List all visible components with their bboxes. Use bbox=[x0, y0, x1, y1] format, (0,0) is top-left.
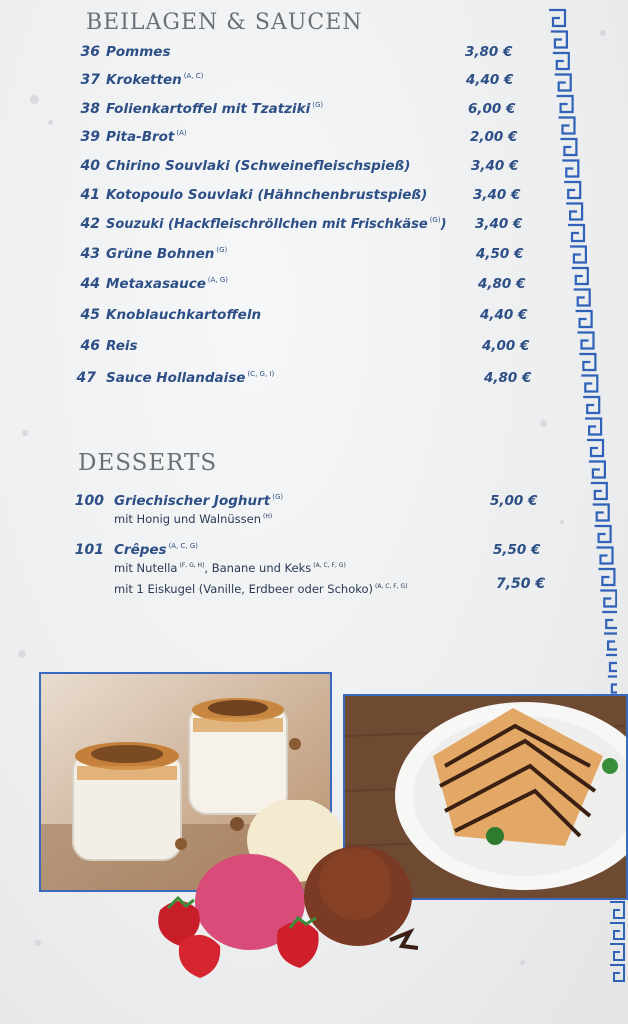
item-name: Reis bbox=[106, 338, 138, 354]
greek-key-segment bbox=[579, 354, 595, 370]
item-number: 40 bbox=[80, 158, 100, 174]
item-number: 36 bbox=[80, 44, 100, 60]
greek-key-segment bbox=[604, 634, 617, 650]
item-description: mit 1 Eiskugel (Vanille, Erdbeer oder Schoko) $^{(A, C, F, G)}$ bbox=[114, 582, 408, 596]
greek-key-segment bbox=[585, 419, 601, 435]
greek-key-segment bbox=[597, 548, 613, 564]
greek-key-segment bbox=[578, 333, 594, 349]
greek-key-segment bbox=[559, 118, 575, 134]
allergen-codes: (G) bbox=[216, 246, 228, 254]
greek-key-segment bbox=[574, 290, 590, 306]
greek-key-segment bbox=[610, 965, 624, 981]
item-name: Metaxasauce $^{(A, G)}$ bbox=[106, 276, 229, 292]
greek-key-segment bbox=[551, 32, 567, 48]
allergen-codes: (G) bbox=[429, 216, 441, 224]
greek-key-segment bbox=[560, 139, 576, 155]
item-number: 101 bbox=[74, 542, 104, 558]
greek-key-segment bbox=[583, 397, 599, 413]
allergen-codes: (A, C, G) bbox=[168, 542, 199, 550]
greek-key-segment bbox=[610, 902, 624, 918]
allergen-codes: (A, G) bbox=[207, 276, 229, 284]
greek-key-segment bbox=[589, 462, 605, 478]
allergen-codes: (A, C, F, G) bbox=[375, 583, 408, 590]
section-title-beilagen: BEILAGEN & SAUCEN bbox=[86, 10, 363, 35]
item-name: Crêpes $^{(A, C, G)}$ bbox=[114, 542, 199, 558]
greek-key-segment bbox=[602, 612, 617, 628]
item-price: 4,00 € bbox=[482, 338, 530, 354]
item-number: 43 bbox=[80, 246, 100, 262]
item-number: 39 bbox=[80, 129, 100, 145]
greek-key-segment bbox=[576, 311, 592, 327]
item-price: 2,00 € bbox=[470, 129, 518, 145]
section-title-desserts: DESSERTS bbox=[78, 450, 218, 476]
item-price: 6,00 € bbox=[468, 101, 516, 117]
greek-key-border bbox=[545, 6, 617, 706]
item-number: 46 bbox=[80, 338, 100, 354]
item-number: 47 bbox=[76, 370, 96, 386]
item-price: 4,40 € bbox=[466, 72, 514, 88]
item-name: Folienkartoffel mit Tzatziki $^{(G)}$ bbox=[106, 101, 324, 117]
item-name: Souzuki (Hackfleischröllchen mit Frischkäse $^{(G)}$) bbox=[106, 216, 447, 232]
greek-key-segment bbox=[557, 96, 573, 112]
item-price: 4,50 € bbox=[476, 246, 524, 262]
item-price: 3,40 € bbox=[473, 187, 521, 203]
item-number: 38 bbox=[80, 101, 100, 117]
allergen-codes: (A, C, F, G) bbox=[313, 562, 346, 569]
item-description: mit Honig und Walnüssen $^{(H)}$ bbox=[114, 512, 273, 526]
allergen-codes: (G) bbox=[272, 493, 284, 501]
greek-key-segment bbox=[610, 923, 624, 939]
greek-key-segment bbox=[553, 53, 569, 69]
item-price: 5,00 € bbox=[490, 493, 538, 509]
greek-key-border-lower bbox=[608, 900, 628, 985]
item-price: 4,80 € bbox=[484, 370, 532, 386]
allergen-codes: (A) bbox=[176, 129, 187, 137]
allergen-codes: (C, G, I) bbox=[247, 370, 275, 378]
item-price: 4,80 € bbox=[478, 276, 526, 292]
ice-cream-photo bbox=[150, 800, 430, 990]
item-name: Chirino Souvlaki (Schweinefleischspieß) bbox=[106, 158, 411, 174]
item-price: 3,80 € bbox=[465, 44, 513, 60]
greek-key-segment bbox=[564, 182, 580, 198]
allergen-codes: (G) bbox=[312, 101, 324, 109]
greek-key-segment bbox=[606, 655, 617, 671]
greek-key-segment bbox=[549, 10, 565, 26]
greek-key-segment bbox=[591, 483, 607, 499]
greek-key-segment bbox=[593, 505, 609, 521]
greek-key-segment bbox=[566, 204, 582, 220]
item-description: mit Nutella $^{(F, G, H)}$, Banane und Keks $^{(A, C, F, G)}$ bbox=[114, 561, 346, 575]
item-name: Kroketten $^{(A, C)}$ bbox=[106, 72, 204, 88]
item-number: 100 bbox=[74, 493, 104, 509]
item-name: Grüne Bohnen $^{(G)}$ bbox=[106, 246, 228, 262]
item-price: 3,40 € bbox=[475, 216, 523, 232]
item-price: 7,50 € bbox=[496, 576, 546, 592]
allergen-codes: (F, G, H) bbox=[179, 562, 205, 569]
item-price: 4,40 € bbox=[480, 307, 528, 323]
item-price: 5,50 € bbox=[493, 542, 541, 558]
item-name: Griechischer Joghurt $^{(G)}$ bbox=[114, 493, 284, 509]
item-number: 45 bbox=[80, 307, 100, 323]
greek-key-segment bbox=[572, 268, 588, 284]
greek-key-segment bbox=[595, 526, 611, 542]
item-name: Sauce Hollandaise $^{(C, G, I)}$ bbox=[106, 370, 275, 386]
greek-key-segment bbox=[562, 161, 578, 177]
greek-key-segment bbox=[568, 225, 584, 241]
item-number: 37 bbox=[80, 72, 100, 88]
greek-key-segment bbox=[598, 569, 614, 585]
item-number: 42 bbox=[80, 216, 100, 232]
item-name: Knoblauchkartoffeln bbox=[106, 307, 262, 323]
greek-key-segment bbox=[600, 591, 616, 607]
greek-key-segment bbox=[555, 75, 571, 91]
item-name: Kotopoulo Souvlaki (Hähnchenbrustspieß) bbox=[106, 187, 428, 203]
item-number: 41 bbox=[80, 187, 100, 203]
allergen-codes: (A, C) bbox=[183, 72, 204, 80]
greek-key-segment bbox=[587, 440, 603, 456]
item-price: 3,40 € bbox=[471, 158, 519, 174]
greek-key-segment bbox=[608, 677, 617, 693]
allergen-codes: (H) bbox=[263, 513, 273, 520]
greek-key-segment bbox=[570, 247, 586, 263]
greek-key-segment bbox=[610, 944, 624, 960]
greek-key-segment bbox=[581, 376, 597, 392]
item-number: 44 bbox=[80, 276, 100, 292]
item-name: Pommes bbox=[106, 44, 171, 60]
item-name: Pita-Brot $^{(A)}$ bbox=[106, 129, 187, 145]
